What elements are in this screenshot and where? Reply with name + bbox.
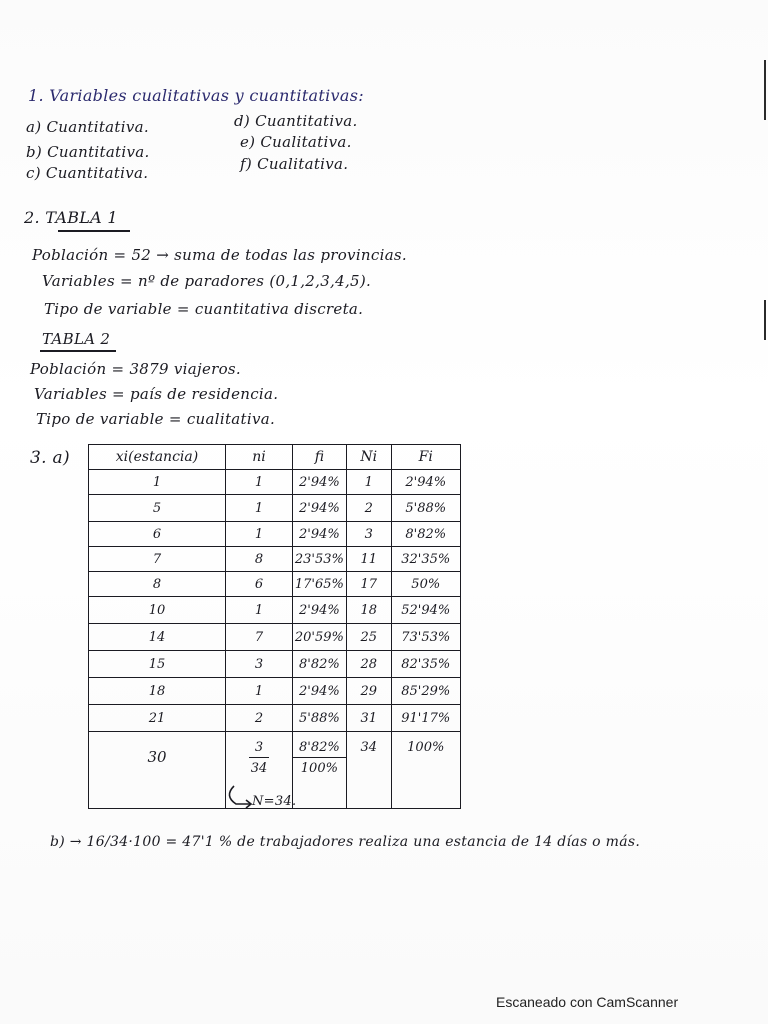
section1-item-c: c) Cuantitativa. (26, 164, 149, 182)
tabla1-variables: Variables = nº de paradores (0,1,2,3,4,5). (42, 272, 372, 290)
section1-item-f: f) Cualitativa. (240, 155, 349, 173)
table-row (89, 651, 461, 678)
cell-xi: 10 (89, 597, 226, 624)
cell-Ni: 1 (346, 470, 391, 495)
cell-fi-with-total (293, 732, 347, 809)
cell-xi: 1 (89, 470, 226, 495)
cell-fi: 2'94% (293, 678, 347, 705)
cell-ni: 2 (226, 705, 293, 732)
cell-ni: 3 (249, 740, 269, 758)
cell-ni: 6 (226, 572, 293, 597)
cell-fi: 2'94% (293, 522, 347, 547)
cell-Ni: 34 (346, 732, 391, 809)
cell-Fi: 50% (391, 572, 460, 597)
scan-edge-mark (764, 300, 766, 340)
cell-fi: 2'94% (293, 495, 347, 522)
cell-Fi: 91'17% (391, 705, 460, 732)
cell-fi: 20'59% (293, 624, 347, 651)
section1-item-b: b) Cuantitativa. (26, 143, 150, 161)
cell-xi: 14 (89, 624, 226, 651)
scan-edge-mark (764, 60, 766, 120)
cell-fi: 17'65% (293, 572, 347, 597)
section3-label: 3. a) (30, 448, 70, 468)
cell-xi: 5 (89, 495, 226, 522)
cell-fi: 2'94% (293, 470, 347, 495)
cell-xi: 30 (89, 732, 226, 809)
cell-xi: 18 (89, 678, 226, 705)
camscanner-watermark: Escaneado con CamScanner (496, 994, 679, 1010)
cell-ni: 8 (226, 547, 293, 572)
cell-Fi: 85'29% (391, 678, 460, 705)
cell-ni: 7 (226, 624, 293, 651)
cell-Ni: 3 (346, 522, 391, 547)
cell-xi: 8 (89, 572, 226, 597)
cell-fi: 8'82% (293, 651, 347, 678)
cell-xi: 21 (89, 705, 226, 732)
cell-Fi: 2'94% (391, 470, 460, 495)
section1-item-d: d) Cuantitativa. (234, 112, 358, 130)
header-ni: ni (226, 445, 293, 470)
cell-Ni: 25 (346, 624, 391, 651)
cell-ni: 1 (226, 495, 293, 522)
section1-item-e: e) Cualitativa. (240, 133, 352, 151)
table-row (89, 522, 461, 547)
table-row (89, 705, 461, 732)
section2-heading: 2. TABLA 1 (24, 208, 118, 227)
frequency-table (88, 444, 461, 809)
header-Fi: Fi (391, 445, 460, 470)
cell-Ni: 31 (346, 705, 391, 732)
total-ni: 34 (250, 761, 268, 776)
cell-Fi: 73'53% (391, 624, 460, 651)
header-Ni: Ni (346, 445, 391, 470)
tabla2-variables: Variables = país de residencia. (34, 385, 279, 403)
tabla2-tipo: Tipo de variable = cualitativa. (36, 410, 276, 428)
cell-Fi: 52'94% (391, 597, 460, 624)
cell-Fi: 82'35% (391, 651, 460, 678)
cell-ni: 1 (226, 522, 293, 547)
cell-xi: 7 (89, 547, 226, 572)
table-row (89, 495, 461, 522)
cell-Ni: 17 (346, 572, 391, 597)
cell-Fi: 8'82% (391, 522, 460, 547)
cell-Ni: 29 (346, 678, 391, 705)
table-row (89, 470, 461, 495)
cell-Fi: 100% (391, 732, 460, 809)
cell-Ni: 11 (346, 547, 391, 572)
cell-Ni: 18 (346, 597, 391, 624)
tabla1-poblacion: Población = 52 → suma de todas las provincias. (32, 246, 408, 264)
table-row (89, 678, 461, 705)
section1-item-a: a) Cuantitativa. (26, 118, 149, 136)
tabla1-tipo: Tipo de variable = cuantitativa discreta. (44, 300, 364, 318)
cell-xi: 6 (89, 522, 226, 547)
cell-Ni: 2 (346, 495, 391, 522)
cell-Fi: 5'88% (391, 495, 460, 522)
n-note: N=34. (252, 794, 297, 809)
table-row (89, 547, 461, 572)
cell-fi: 5'88% (293, 705, 347, 732)
total-fi: 100% (300, 761, 338, 776)
cell-xi: 15 (89, 651, 226, 678)
section3-b: b) → 16/34·100 = 47'1 % de trabajadores realiza una estancia de 14 días o más. (50, 834, 641, 850)
table-row (89, 624, 461, 651)
cell-fi: 8'82% (293, 740, 346, 758)
tabla1-underline (58, 230, 130, 232)
cell-ni: 1 (226, 678, 293, 705)
tabla2-heading: TABLA 2 (42, 330, 111, 348)
cell-Fi: 32'35% (391, 547, 460, 572)
table-row (89, 597, 461, 624)
cell-ni: 1 (226, 470, 293, 495)
cell-fi: 2'94% (293, 597, 347, 624)
header-fi: fi (293, 445, 347, 470)
header-xi: xi(estancia) (89, 445, 226, 470)
cell-ni: 3 (226, 651, 293, 678)
section1-heading: 1. Variables cualitativas y cuantitativas: (28, 86, 364, 105)
table-row (89, 572, 461, 597)
cell-fi: 23'53% (293, 547, 347, 572)
cell-ni: 1 (226, 597, 293, 624)
cell-Ni: 28 (346, 651, 391, 678)
tabla2-underline (40, 350, 116, 352)
tabla2-poblacion: Población = 3879 viajeros. (30, 360, 242, 378)
